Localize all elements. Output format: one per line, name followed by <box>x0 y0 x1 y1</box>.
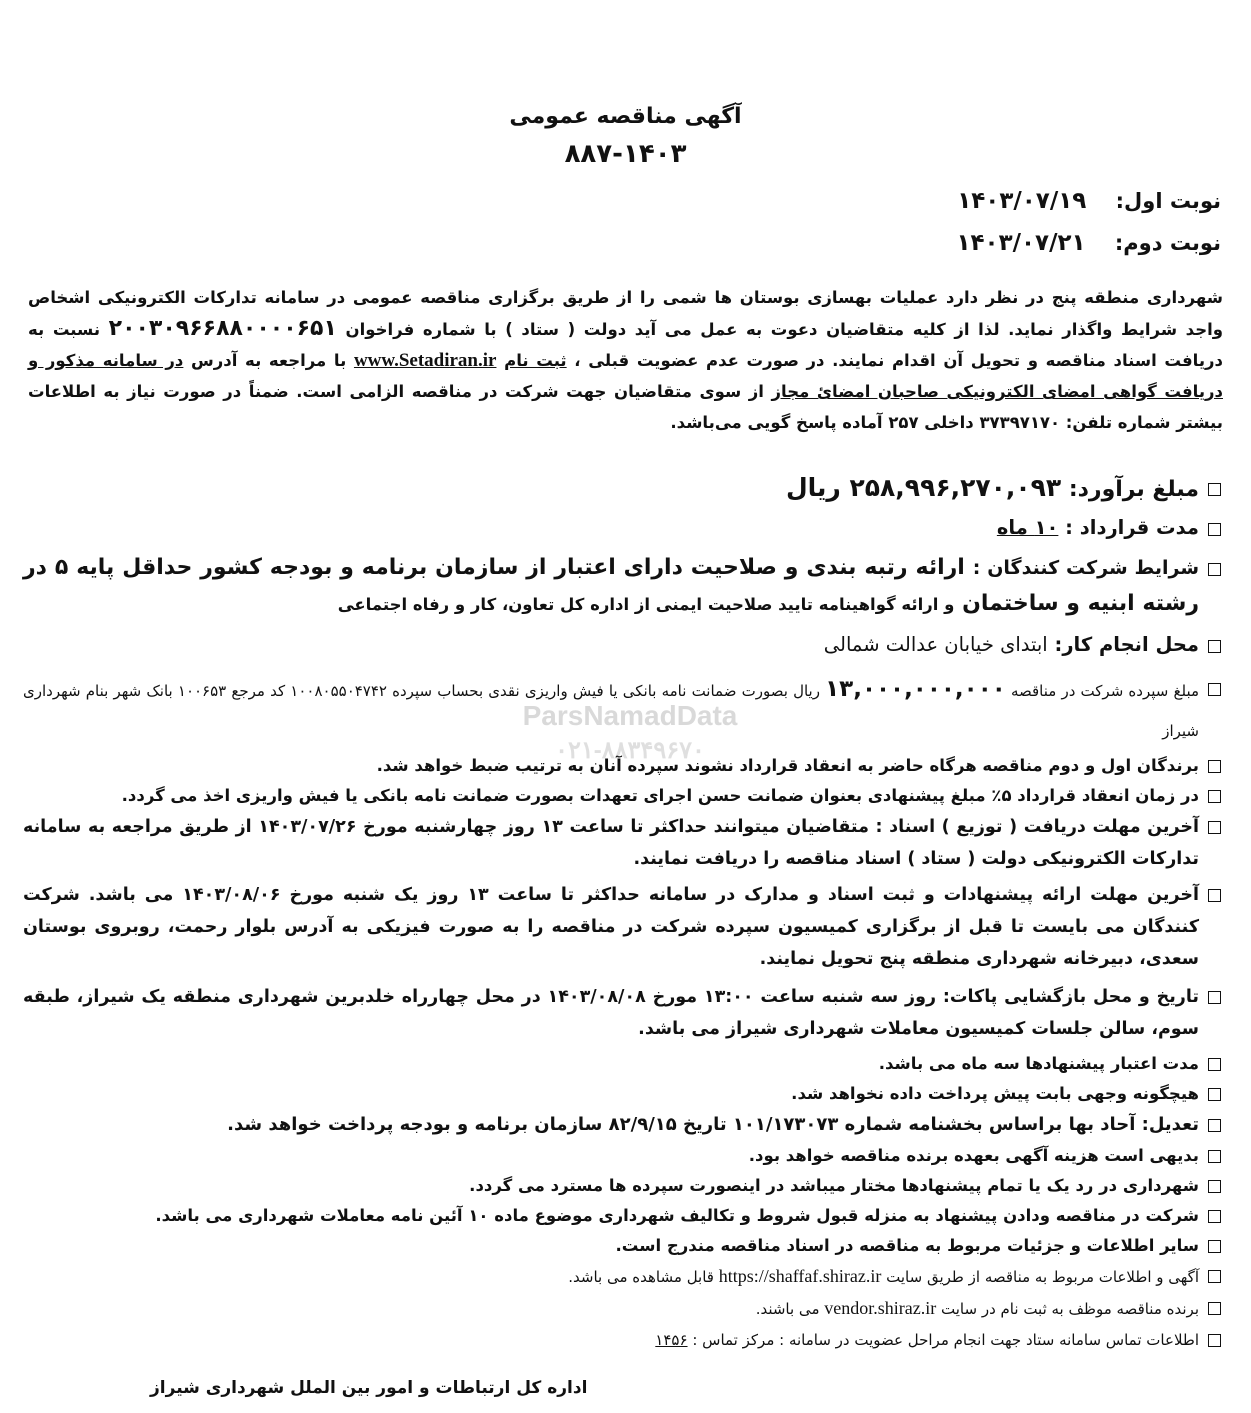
deposit-pre: مبلغ سپرده شرکت در مناقصه <box>1010 682 1200 700</box>
checkbox-icon <box>1208 483 1221 496</box>
item-text: در زمان انعقاد قرارداد ۵٪ مبلغ پیشنهادی بعنوان ضمانت حسن اجرای تعهدات بصورت ضمانت نامه بانکی یا فیش واریزی اخذ می گردد. <box>121 786 1199 805</box>
item-text: بدیهی است هزینه آگهی بعهده برنده مناقصه خواهد بود. <box>748 1146 1199 1165</box>
checkbox-icon <box>1208 1119 1221 1132</box>
list-item <box>23 1109 1223 1141</box>
checkbox-icon <box>1208 1180 1221 1193</box>
round-first <box>957 188 1221 214</box>
list-item <box>23 1201 1223 1231</box>
shaffaf-link[interactable]: https://shaffaf.shiraz.ir <box>718 1266 882 1286</box>
estimate-item <box>23 470 1223 508</box>
shaffaf-pre: آگهی و اطلاعات مربوط به مناقصه از طریق سایت <box>886 1268 1199 1286</box>
duration-label: مدت قرارداد : <box>1065 516 1199 539</box>
checkbox-icon <box>1208 640 1221 653</box>
vendor-pre: برنده مناقصه موظف به ثبت نام در سایت <box>941 1300 1199 1318</box>
checkbox-icon <box>1208 1150 1221 1163</box>
intro-text-5: از سوی متقاضیان جهت شرکت در مناقصه الزامی است. ضمناً در صورت نیاز به اطلاعات بیشتر شماره تلفن: ۳۷۳۹۷۱۷۰ داخلی ۲۵۷ آماده پاسخ گویی می‌باشد. <box>28 382 1223 432</box>
item-text: مدت اعتبار پیشنهادها سه ماه می باشد. <box>878 1054 1199 1073</box>
vendor-item <box>23 1293 1223 1325</box>
notice-number: ۸۸۷-۱۴۰۳ <box>564 139 687 169</box>
item-text: شهرداری در رد یک یا تمام پیشنهادها مختار میباشد در اینصورت سپرده ها مسترد می گردد. <box>469 1176 1199 1195</box>
deposit-item <box>23 669 1223 751</box>
checkbox-icon <box>1208 523 1221 536</box>
item-text: آخرین مهلت ارائه پیشنهادات و ثبت اسناد و مدارک در سامانه حداکثر تا ساعت ۱۳ روز یک شنبه مورخ ۱۴۰۳/۰۸/۰۶ می باشد. شرکت کنندگان می بایست تا قبل از برگزاری کمیسیون سپرده شرکت در مناقصه را به صورت فیزیکی به آدرس بلوار رحمت، روبروی بوستان سعدی، دبیرخانه شهرداری منطقه پنج تحویل نمایند. <box>23 885 1199 969</box>
vendor-link[interactable]: vendor.shiraz.ir <box>824 1298 937 1318</box>
checkbox-icon <box>1208 1302 1221 1315</box>
shaffaf-post: قابل مشاهده می باشد. <box>568 1268 714 1286</box>
setadiran-link[interactable]: www.Setadiran.ir <box>353 350 497 371</box>
location-label: محل انجام کار: <box>1054 633 1199 656</box>
checkbox-icon <box>1208 1210 1221 1223</box>
checkbox-icon <box>1208 1058 1221 1071</box>
list-item <box>23 879 1223 975</box>
list-item <box>23 981 1223 1045</box>
list-item <box>23 1141 1223 1171</box>
intro-paragraph <box>28 282 1223 438</box>
duration-value: ۱۰ ماه <box>996 516 1059 539</box>
conditions-text-2: و ارائه گواهینامه تایید صلاحیت ایمنی از اداره کل تعاون، کار و رفاه اجتماعی <box>337 595 955 614</box>
checkbox-icon <box>1208 1334 1221 1347</box>
list-item <box>23 811 1223 875</box>
contact-number: ۱۴۵۶ <box>655 1331 688 1349</box>
checkbox-icon <box>1208 889 1221 902</box>
intro-text-2: نسبت به دریافت اسناد مناقصه و تحویل آن اقدام نمایند. در صورت عدم عضویت قبلی ، <box>28 320 1224 370</box>
item-text: تاریخ و محل بازگشایی پاکات: روز سه شنبه ساعت ۱۳:۰۰ مورخ ۱۴۰۳/۰۸/۰۸ در محل چهارراه خلدبرین شهرداری منطقه یک شیراز، طبقه سوم، سالن جلسات کمیسیون معاملات شهرداری شیراز می باشد. <box>23 987 1199 1039</box>
item-text: هیچگونه وجهی بابت پیش پرداخت داده نخواهد شد. <box>791 1084 1199 1103</box>
item-text: سایر اطلاعات و جزئیات مربوط به مناقصه در اسناد مناقصه مندرج است. <box>615 1236 1199 1255</box>
watermark-name: ParsNamadData <box>522 700 738 731</box>
deposit-post: ریال بصورت ضمانت نامه بانکی یا فیش واریزی نقدی بحساب سپرده ۱۰۰۸۰۵۵۰۴۷۴۲ کد مرجع ۱۰۰۶۵۳ بانک شهر بنام شهرداری شیراز <box>23 682 1199 740</box>
checkbox-icon <box>1208 1088 1221 1101</box>
register-text: ثبت نام <box>504 351 567 370</box>
checkbox-icon <box>1208 563 1221 576</box>
conditions-list <box>23 470 1223 1356</box>
checkbox-icon <box>1208 821 1221 834</box>
list-item <box>23 1231 1223 1261</box>
conditions-label: شرایط شرکت کنندگان : <box>972 557 1199 579</box>
list-item <box>23 1049 1223 1079</box>
checkbox-icon <box>1208 991 1221 1004</box>
vendor-post: می باشند. <box>755 1300 820 1318</box>
item-text: تعدیل: آحاد بها براساس بخشنامه شماره ۱۰۱/۱۷۳۰۷۳ تاریخ ۸۲/۹/۱۵ سازمان برنامه و بودجه پرداخت خواهد شد. <box>227 1114 1199 1135</box>
conditions-text: ارائه رتبه بندی و صلاحیت دارای اعتبار از سازمان برنامه و بودجه کشور حداقل پایه ۵ در رشته ابنیه و ساختمان <box>23 555 1199 616</box>
deposit-amount: ۱۳,۰۰۰,۰۰۰,۰۰۰ <box>825 676 1006 702</box>
call-number: ۲۰۰۳۰۹۶۶۸۸۰۰۰۰۶۵۱ <box>108 316 337 341</box>
round-second-date: ۱۴۰۳/۰۷/۲۱ <box>956 230 1086 256</box>
list-item <box>23 1079 1223 1109</box>
estimate-label: مبلغ برآورد: <box>1068 477 1199 502</box>
checkbox-icon <box>1208 790 1221 803</box>
estimate-value: ۲۵۸,۹۹۶,۲۷۰,۰۹۳ ریال <box>785 473 1062 502</box>
location-value: ابتدای خیابان عدالت شمالی <box>823 633 1048 656</box>
intro-text-4: در سامانه مذکور و دریافت گواهی امضای الکترونیکی صاحبان امضائ مجاز <box>28 351 1223 401</box>
round-first-label: نوبت اول: <box>1115 189 1221 213</box>
item-text: شرکت در مناقصه ودادن پیشنهاد به منزله قبول شروط و تکالیف شهرداری موضوع ماده ۱۰ آئین نامه معاملات شهرداری می باشد. <box>155 1206 1199 1225</box>
item-text: آخرین مهلت دریافت ( توزیع ) اسناد : متقاضیان میتوانند حداکثر تا ساعت ۱۳ روز چهارشنبه مورخ ۱۴۰۳/۰۷/۲۶ از طریق مراجعه به سامانه تدارکات الکترونیکی دولت ( ستاد ) اسناد مناقصه را دریافت نمایند. <box>23 817 1199 869</box>
watermark-phone: ۰۲۱-۸۸۳۴۹۶۷۰ <box>555 737 705 764</box>
checkbox-icon <box>1208 760 1221 773</box>
location-item <box>23 627 1223 663</box>
notice-title: آگهی مناقصه عمومی <box>509 104 742 129</box>
duration-item <box>23 510 1223 546</box>
contact-item <box>23 1325 1223 1356</box>
shaffaf-item <box>23 1261 1223 1293</box>
list-item <box>23 781 1223 811</box>
contact-text: اطلاعات تماس سامانه ستاد جهت انجام مراحل عضویت در سامانه : مرکز تماس : <box>692 1331 1199 1349</box>
list-item <box>23 751 1223 781</box>
notice-header <box>0 104 1251 169</box>
participant-conditions-item <box>23 550 1223 623</box>
issuer-footer: اداره کل ارتباطات و امور بین الملل شهرداری شیراز <box>150 1378 588 1398</box>
checkbox-icon <box>1208 1240 1221 1253</box>
checkbox-icon <box>1208 1270 1221 1283</box>
intro-text-3: با مراجعه به آدرس <box>191 351 347 370</box>
item-text: برندگان اول و دوم مناقصه هرگاه حاضر به انعقاد قرارداد نشوند سپرده آنان به ترتیب ضبط خواهد شد. <box>376 756 1199 775</box>
round-second <box>956 230 1221 256</box>
intro-text-1: شهرداری منطقه پنج در نظر دارد عملیات بهسازی بوستان ها شمی را از طریق برگزاری مناقصه عمومی در سامانه تدارکات الکترونیکی اشخاص واجد شرایط واگذار نماید. لذا از کلیه متقاضیان دعوت به عمل می آید دولت ( ستاد ) با شماره فراخوان <box>28 288 1223 339</box>
round-first-date: ۱۴۰۳/۰۷/۱۹ <box>957 188 1087 214</box>
checkbox-icon <box>1208 683 1221 696</box>
round-second-label: نوبت دوم: <box>1114 231 1221 255</box>
list-item <box>23 1171 1223 1201</box>
